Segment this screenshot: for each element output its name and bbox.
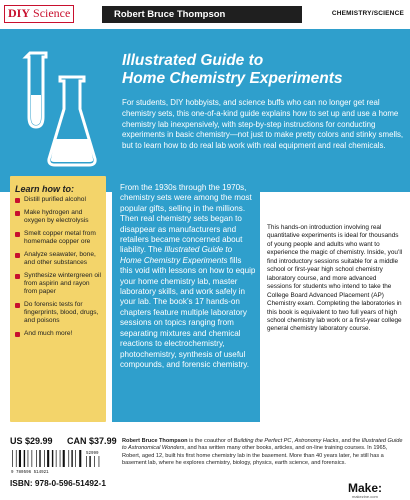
list-item: Distill purified alcohol [15,196,103,204]
price-us: US $29.99 [10,436,53,446]
barcode [10,449,106,474]
book-title [122,52,406,88]
barcode-bar [36,450,37,467]
intro-paragraph: For students, DIY hobbyists, and science buffs who can no longer get real chemistry sets, this one-of-a-kind guide explains how to set up and use a home chemistry lab inexpensively, with step-by-step instructions for conducting experiments in basic chemistry—not just to make pretty colors and stinky smells, but to learn how to do real lab work with real equipment and real chemicals. [122,98,404,151]
barcode-bar [68,450,69,467]
barcode-bar [32,450,33,467]
brand-prefix: DIY [8,6,31,20]
barcode-bar [24,450,25,467]
barcode-bar [39,450,40,467]
learn-title: Learn how to: [15,184,74,194]
barcode-bar [71,450,72,467]
list-item: Synthesize wintergreen oil from aspirin and rayon from paper [15,272,103,296]
title-line-1: Illustrated Guide to [122,52,264,69]
barcode-bar [79,450,81,467]
barcode-digits: 9 780596 514921 [11,471,49,474]
barcode-bar [99,456,100,467]
barcode-bar [16,450,17,467]
bio-text-2: , [291,438,295,444]
test-tube-icon [26,53,46,127]
list-item: Make hydrogen and oxygen by electrolysis [15,209,103,225]
barcode-bar [12,450,13,467]
list-item: Smelt copper metal from homemade copper ore [15,230,103,246]
center-text-part-2: fills this void with lessons on how to equip your home chemistry lab, master laboratory skills, and work safely in your lab. The book’s 17 hands-on chapters feature multiple laboratory sessions on topics ranging from separating mixtures and chemical reactions to electrochemistry, photochemistry, synthesis of useful compounds, and forensic chemistry. [120,255,256,369]
brand-suffix: Science [33,6,71,20]
barcode-bar [86,456,87,467]
title-line-2: Home Chemistry Experiments [122,70,343,87]
author-band: Robert Bruce Thompson [102,6,302,23]
list-item: And much more! [15,330,103,338]
bio-text-3: , and the [338,438,362,444]
bio-text-4: , and has written many other books, articles, and on-line training courses. In 1965, Robert, aged 12, built his first home chemistry lab in the basement. More than 40 years later, he still has a basement lab, where he explores chemistry, biology, physics, earth science, and forensics. [122,445,388,467]
barcode-bar [56,450,57,467]
top-strip [0,0,410,29]
learn-list [15,196,103,343]
center-text-part-1: From the 1930s through the 1970s, chemistry sets were among the most popular gifts, selling in the millions. Then real chemistry sets began to disappear as manufacturers and retailers became concerned about liability. The [120,183,252,255]
barcode-bar [63,450,65,467]
barcode-bar [44,450,45,467]
center-text-book-title: Illustrated Guide to Home Chemistry Experiments [120,245,233,265]
isbn: ISBN: 978-0-596-51492-1 [10,478,106,488]
diy-science-logo [4,5,74,23]
barcode-bar [19,450,21,467]
barcode-bar [28,450,29,467]
erlenmeyer-flask-icon [49,77,95,165]
barcode-bar [47,450,49,467]
bio-text-1: is the coauthor of [187,438,234,444]
bio-book-2: Astronomy Hacks [294,438,339,444]
bio-author-name: Robert Bruce Thompson [122,438,188,444]
barcode-bar [75,450,76,467]
barcode-bar [52,450,53,467]
price-line [10,436,129,446]
barcode-price-code: 52999 [86,452,99,456]
center-paragraph [120,183,256,370]
author-bio [122,438,404,468]
make-logo: Make: [348,481,383,495]
bio-book-3: Illustrated Guide to Astronomical Wonders [122,438,403,452]
category-label: CHEMISTRY/SCIENCE [331,10,404,17]
right-paragraph: This hands-on introduction involving real quantitative experiments is ideal for thousands of young people and adults who want to experience the magic of chemistry. Inside, you’ll find introductory sessions suitable for a middle school or first-year high school chemistry laboratory course, and more advanced sessions for students who intend to take the College Board Advanced Placement (AP) Chemistry exam. Completing the laboratories in this book is equivalent to two full years of high school chemistry lab work or a first-year college general chemistry laboratory course. [267,224,403,333]
list-item: Do forensic tests for fingerprints, blood, drugs, and poisons [15,301,103,325]
make-url: makezine.com [352,494,378,499]
barcode-bar [94,456,95,467]
price-can: CAN $37.99 [67,436,117,446]
barcode-bar [89,456,90,467]
barcode-bar [60,450,61,467]
list-item: Analyze seawater, bone, and other substances [15,251,103,267]
bio-book-1: Building the Perfect PC [233,438,292,444]
flasks-illustration [18,47,98,175]
